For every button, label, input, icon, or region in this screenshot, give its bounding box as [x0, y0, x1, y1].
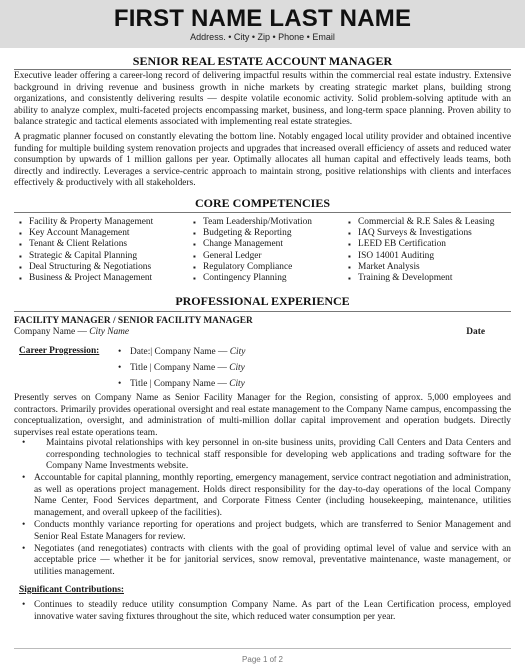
company-line — [14, 327, 129, 337]
divider — [14, 311, 511, 312]
divider — [14, 212, 511, 213]
core-competencies-heading: CORE COMPETENCIES — [194, 196, 331, 210]
competencies-column-2 — [193, 217, 312, 284]
competency-item: ▪ Training & Development — [348, 273, 494, 284]
competency-item: ▪ Deal Structuring & Negotiations — [19, 262, 153, 273]
career-progression-label: Career Progression: — [19, 346, 100, 356]
competency-item: ▪ Contingency Planning — [193, 273, 312, 284]
competency-item: ▪ Commercial & R.E Sales & Leasing — [348, 217, 494, 228]
competency-item: ▪ Facility & Property Management — [19, 217, 153, 228]
competency-item: ▪ ISO 14001 Auditing — [348, 251, 494, 262]
progression-item — [118, 361, 245, 377]
progression-item — [118, 345, 245, 361]
competency-item: ▪ Key Account Management — [19, 228, 153, 239]
job-date: Date — [466, 327, 485, 337]
job-title: FACILITY MANAGER / SENIOR FACILITY MANAGER — [14, 316, 253, 326]
responsibility-item: • Conducts monthly variance reporting for operations and project budgets, which are transferred to Senior Management and Senior Real Estate Managers for review. — [14, 520, 511, 543]
competency-item: ▪ Strategic & Capital Planning — [19, 251, 153, 262]
resume-title: SENIOR REAL ESTATE ACCOUNT MANAGER — [132, 54, 393, 68]
competency-item: ▪ Regulatory Compliance — [193, 262, 312, 273]
competency-item: ▪ Team Leadership/Motivation — [193, 217, 312, 228]
footer-divider — [14, 648, 511, 649]
significant-contributions-label: Significant Contributions: — [19, 585, 124, 595]
competency-item: ▪ General Ledger — [193, 251, 312, 262]
competency-item: ▪ Change Management — [193, 239, 312, 250]
divider — [14, 69, 511, 70]
progression-city: City — [229, 378, 245, 389]
competency-item: ▪ Market Analysis — [348, 262, 494, 273]
responsibility-item: • Accountable for capital planning, monthly reporting, emergency management, service contract negotiation and administration, as well as operations project management. Holds direct responsibility for the day-to-day operations of the local Company Name Center, Food Services department, and Corporate Fitness Center (including housekeeping, maintenance, utilities management, and overall upkeep of the facilities). — [14, 473, 511, 519]
competencies-column-3 — [348, 217, 494, 284]
company-city: City Name — [89, 327, 130, 337]
progression-entry: Title | Company Name — — [130, 378, 230, 389]
career-progression-list — [118, 345, 245, 392]
contributions-list — [14, 600, 511, 624]
competency-item: ▪ Business & Project Management — [19, 273, 153, 284]
competency-item: ▪ Budgeting & Reporting — [193, 228, 312, 239]
role-overview: Presently serves on Company Name as Senior Facility Manager for the Region, consisting of approx. 5,000 employees and contractors. Primarily provides operational oversight and real estate management to the Company Name campus, encompassing the conceptualization, oversight, and administration of multi-million dollar capital improvement and operation budgets. Directly supervises real estate operations team. — [14, 393, 511, 438]
contribution-item: • Continues to steadily reduce utility consumption Company Name. As part of the Lean Certification process, employed innovative water saving fixtures throughout the site, which reduced water consumption per year. — [14, 600, 511, 623]
professional-experience-heading: PROFESSIONAL EXPERIENCE — [175, 294, 350, 308]
progression-entry: Title | Company Name — — [130, 362, 230, 373]
candidate-name: FIRST NAME LAST NAME — [113, 5, 412, 32]
responsibility-item: • Negotiates (and renegotiates) contracts with clients with the goal of providing optimal level of value and service with an acceptable price — whether it be for janitorial services, snow removal, preventative maintenance, waste management, or utilities management. — [14, 544, 511, 579]
responsibilities-list — [14, 438, 511, 579]
company-name: Company Name — — [14, 327, 90, 337]
progression-entry: Date:| Company Name — — [130, 347, 230, 357]
summary-paragraph-2: A pragmatic planner focused on constantly elevating the bottom line. Notably engaged local utility provider and obtained incentive funding for multiple building system renovation projects and upgrades that increased overall efficiency of assets and reduced water consumption by upwards of 1 million gallons per year. Optimally allocates all human capital and effectively leads teams, both directly and indirectly. Leverages a service-centric approach to maintain strong, positive relationships with clients and interfaces effectively & productively with all stakeholders. — [14, 132, 511, 189]
competencies-column-1 — [19, 217, 153, 284]
contact-line: Address. • City • Zip • Phone • Email — [190, 32, 335, 42]
summary-paragraph-1: Executive leader offering a career-long record of delivering impactful results within the commercial real estate industry. Extensive background in driving revenue and business growth in niche markets by creating strategic market plans, building strong organizations, and consistently delivering results — despite volatile economic activity. Solid problem-solving aptitude with an ability to analyze complex, multi-faceted projects encompassing market, business, and long-term space planning. Proven ability to balance strategic and tactical elements associated with implementing real estate strategies. — [14, 71, 511, 128]
competency-item: ▪ Tenant & Client Relations — [19, 239, 153, 250]
competency-item: ▪ LEED EB Certification — [348, 239, 494, 250]
responsibility-item: • Maintains pivotal relationships with key personnel in on-site business units, providing Call Centers and Data Centers and corresponding technologies to technical staff responsible for developing web applications and trading software for the Company Name Investments website. — [14, 438, 511, 473]
progression-item — [118, 377, 245, 393]
page-number: Page 1 of 2 — [242, 655, 283, 664]
progression-city: City — [229, 347, 246, 357]
progression-city: City — [229, 362, 245, 373]
competency-item: ▪ IAQ Surveys & Investigations — [348, 228, 494, 239]
